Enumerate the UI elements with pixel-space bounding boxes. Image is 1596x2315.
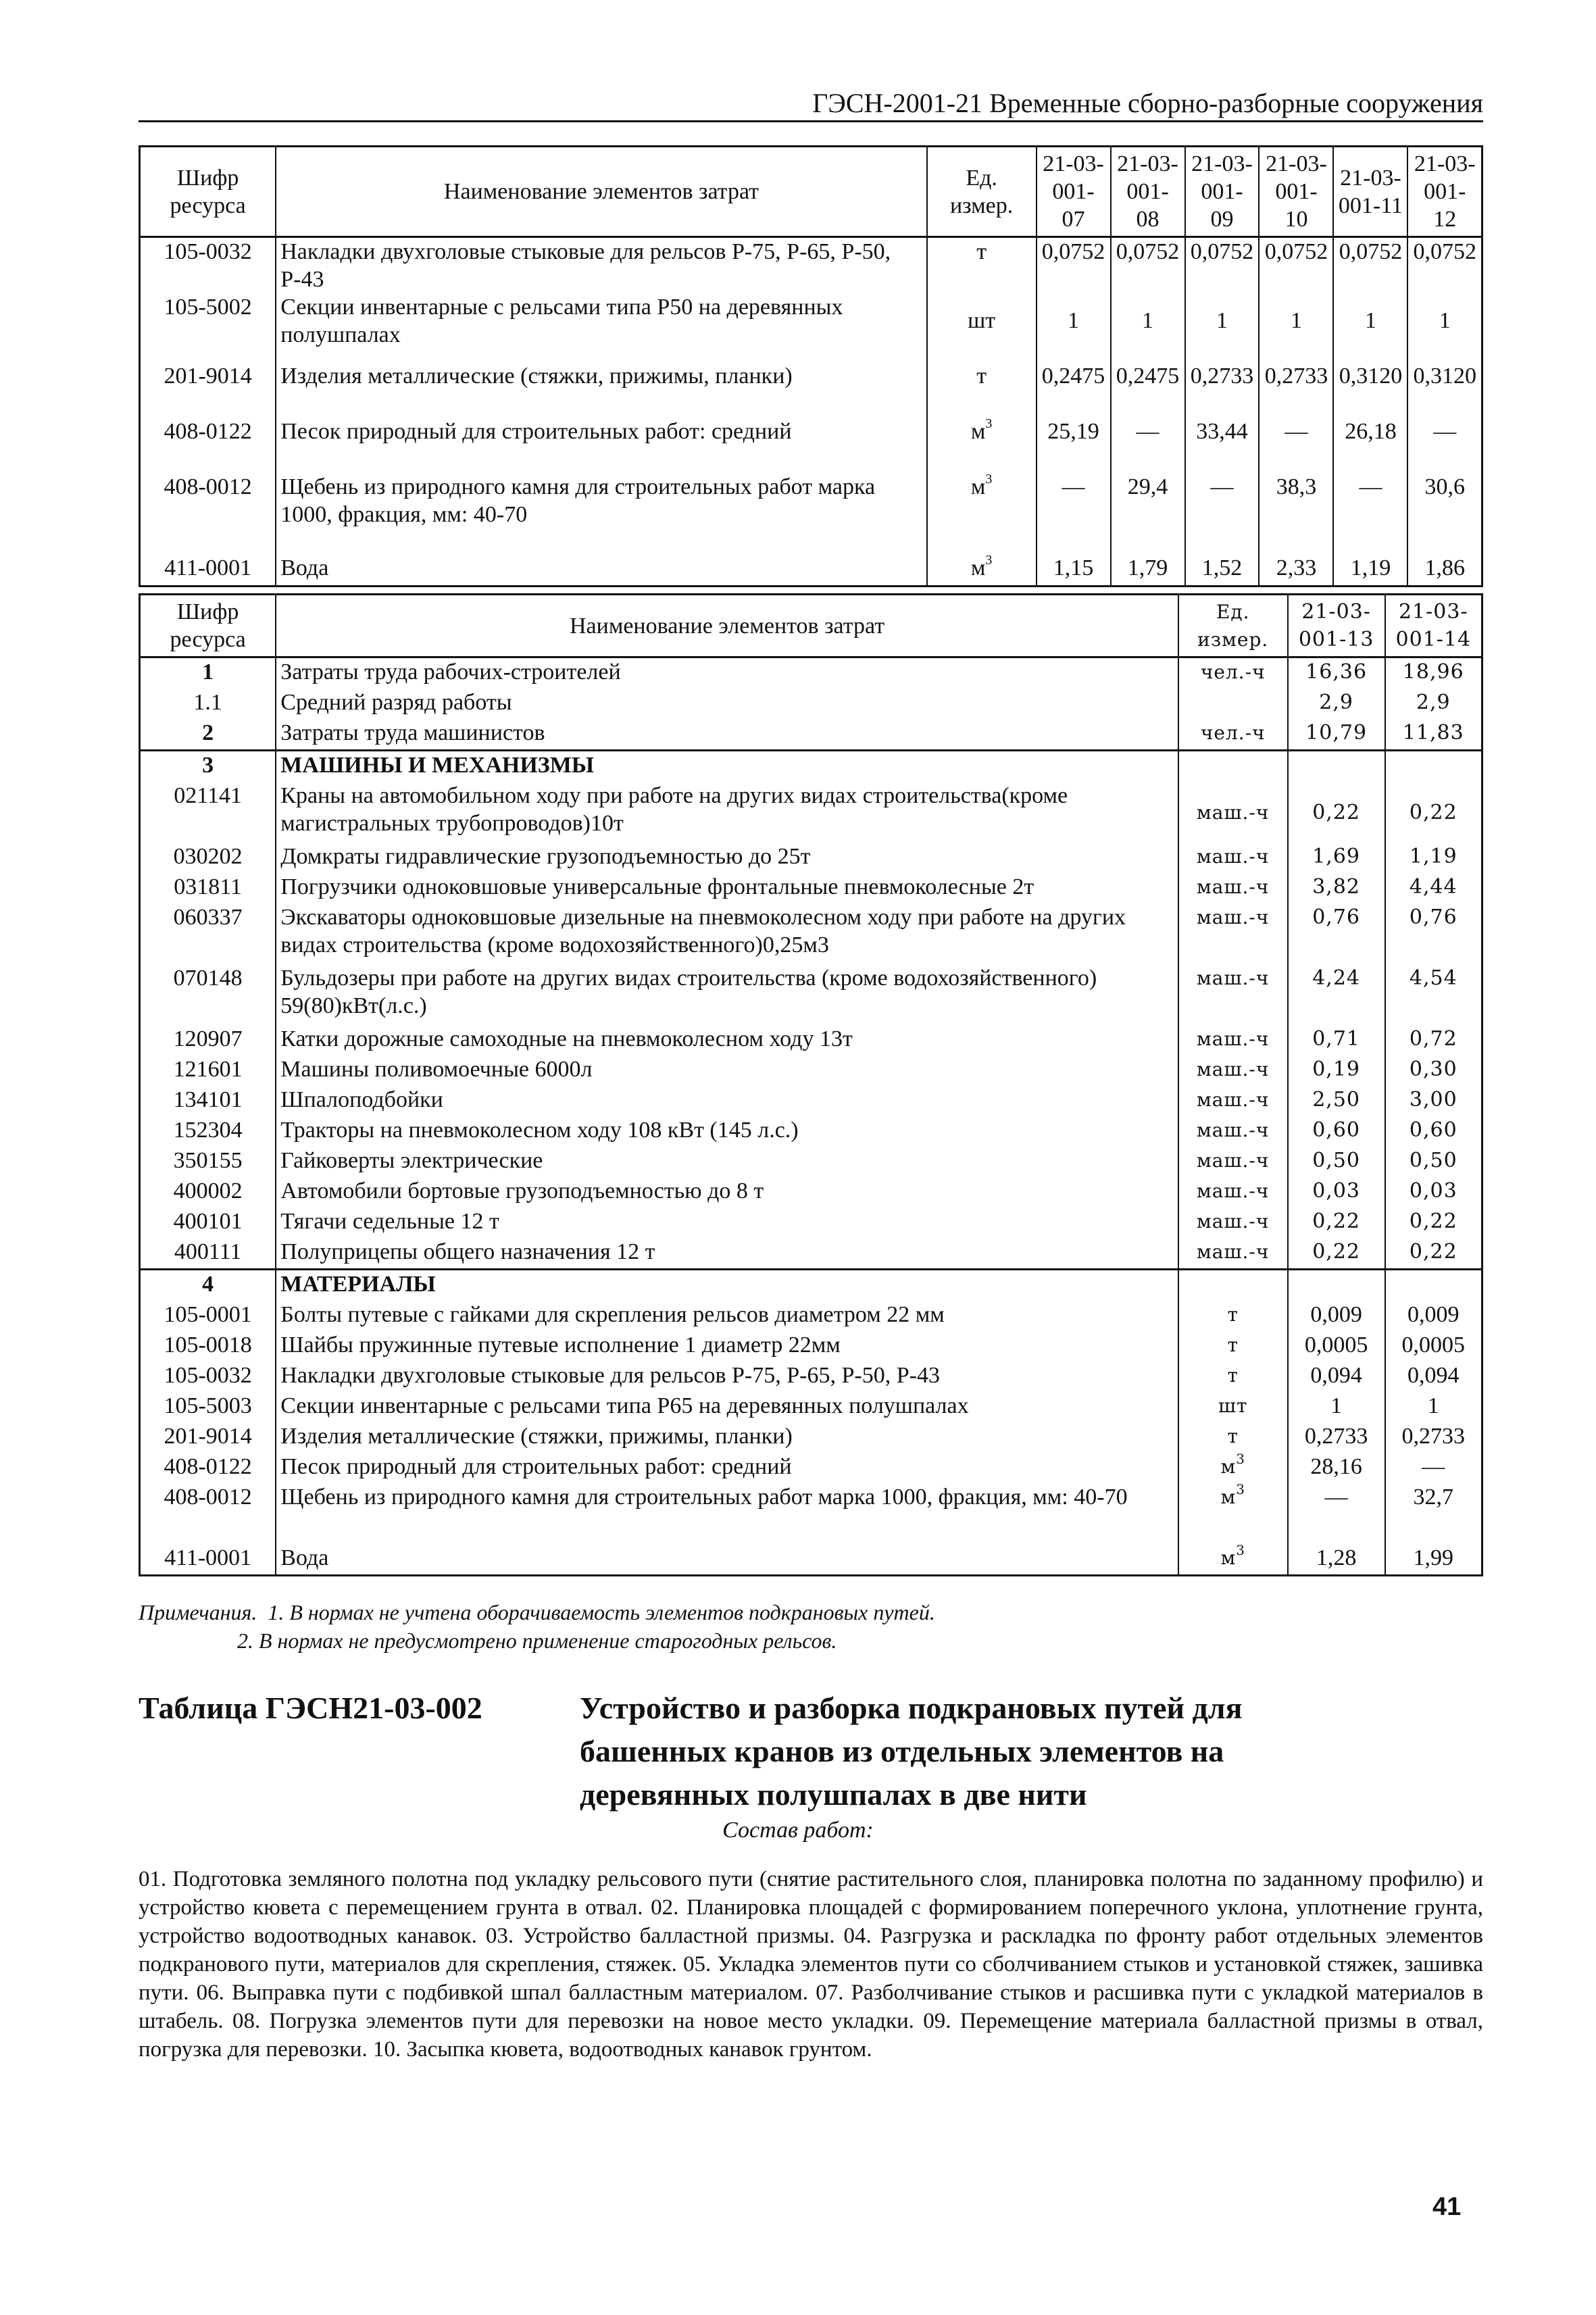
value-cell: 0,50 <box>1288 1147 1385 1177</box>
value-cell: 2,9 <box>1288 689 1385 719</box>
value-cell: 0,009 <box>1385 1301 1482 1331</box>
unit: маш.-ч <box>1178 782 1288 843</box>
value-cell: 0,22 <box>1385 782 1482 843</box>
table-row <box>140 1362 1482 1392</box>
value-cell: 11,83 <box>1385 719 1482 751</box>
value-cell: 0,60 <box>1385 1116 1482 1147</box>
table-row <box>140 1025 1482 1055</box>
value-cell: 1,86 <box>1407 554 1482 587</box>
value-cell: 32,7 <box>1385 1483 1482 1544</box>
value-cell: 1 <box>1288 1392 1385 1422</box>
value-cell: 0,0752 <box>1333 237 1407 294</box>
resource-name: Полуприцепы общего назначения 12 т <box>276 1238 1178 1270</box>
resource-code: 030202 <box>140 843 276 873</box>
value-cell: 4,44 <box>1385 873 1482 903</box>
resource-code: 121601 <box>140 1055 276 1086</box>
resource-name: Затраты труда рабочих-строителей <box>276 657 1178 689</box>
table-row <box>140 362 1482 418</box>
value-cell: 0,094 <box>1385 1362 1482 1392</box>
value-cell: 2,9 <box>1385 689 1482 719</box>
unit: маш.-ч <box>1178 843 1288 873</box>
resource-code: 031811 <box>140 873 276 903</box>
value-cell: 0,094 <box>1288 1362 1385 1392</box>
resource-name: Затраты труда машинистов <box>276 719 1178 751</box>
resource-table-001-13-14 <box>139 593 1483 1576</box>
table-row <box>140 843 1482 873</box>
value-cell: 0,22 <box>1288 782 1385 843</box>
resource-code: 411-0001 <box>140 554 276 587</box>
unit: шт <box>927 293 1037 362</box>
table-row <box>140 1086 1482 1116</box>
resource-code: 400002 <box>140 1177 276 1208</box>
header-col: 21-03-001-09 <box>1185 147 1260 237</box>
value-cell: 0,22 <box>1288 1238 1385 1270</box>
unit: маш.-ч <box>1178 1177 1288 1208</box>
value-cell: 2,50 <box>1288 1086 1385 1116</box>
table-row <box>140 418 1482 473</box>
header-unit: Ед. измер. <box>927 147 1037 237</box>
unit: $м^3$ <box>927 473 1037 554</box>
resource-name: Секции инвентарные с рельсами типа Р65 на деревянных полушпалах <box>276 1392 1178 1422</box>
value-cell: 10,79 <box>1288 719 1385 751</box>
section-row-machines <box>140 751 1482 782</box>
resource-code: 120907 <box>140 1025 276 1055</box>
value-cell: 29,4 <box>1111 473 1185 554</box>
resource-name: Средний разряд работы <box>276 689 1178 719</box>
value-cell: 1 <box>1385 1392 1482 1422</box>
table-row <box>140 903 1482 964</box>
resource-code: 105-0018 <box>140 1331 276 1362</box>
note-item: 1. В нормах не учтена оборачиваемость элементов подкрановых путей. <box>268 1600 935 1624</box>
value-cell: — <box>1037 473 1111 554</box>
value-cell: 0,2475 <box>1111 362 1185 418</box>
note-item: 2. В нормах не предусмотрено применение старогодных рельсов. <box>237 1628 837 1653</box>
value-cell: 0,76 <box>1385 903 1482 964</box>
table-header-row <box>140 595 1482 657</box>
value-cell: — <box>1385 1453 1482 1483</box>
resource-code: 105-0032 <box>140 1362 276 1392</box>
resource-name: Песок природный для строительных работ: средний <box>276 1453 1178 1483</box>
resource-code: 408-0012 <box>140 473 276 554</box>
unit: $м^3$ <box>1178 1544 1288 1576</box>
value-cell: 0,22 <box>1385 1208 1482 1238</box>
unit: т <box>1178 1362 1288 1392</box>
unit: маш.-ч <box>1178 964 1288 1025</box>
resource-code: 408-0122 <box>140 1453 276 1483</box>
resource-name: Щебень из природного камня для строительных работ марка 1000, фракция, мм: 40-70 <box>276 1483 1178 1544</box>
unit <box>1178 689 1288 719</box>
resource-code: 105-5003 <box>140 1392 276 1422</box>
resource-name: Экскаваторы одноковшовые дизельные на пневмоколесном ходу при работе на других видах строительства (кроме водохозяйственного)0,25м3 <box>276 903 1178 964</box>
unit: $м^3$ <box>1178 1453 1288 1483</box>
composition-text: 01. Подготовка земляного полотна под укладку рельсового пути (снятие растительного слоя, планировка полотна по заданному профилю) и устройство кювета с перемещением грунта в отвал. 02. Планировка площадей с формированием поперечного уклона, уплотнение грунта, устройство водоотводных канавок. 03. Устройство балластной призмы. 04. Разгрузка и раскладка по фронту работ отдельных элементов подкранового пути, материалов для скрепления, стяжек. 05. Укладка элементов пути со сболчиванием стыков и установкой стяжек, зашивка пути. 06. Выправка пути с подбивкой шпал балластным материалом. 07. Разболчивание стыков и расшивка пути с укладкой материалов в штабель. 08. Погрузка элементов пути для перевозки на новое место укладки. 09. Перемещение материала балластной призмы в отвал, погрузка для перевозки. 10. Засыпка кювета, водоотводных канавок грунтом. <box>139 1867 1483 2062</box>
table-row <box>140 1208 1482 1238</box>
table-row <box>140 657 1482 689</box>
section-row-materials <box>140 1270 1482 1301</box>
unit: т <box>1178 1301 1288 1331</box>
value-cell: 3,82 <box>1288 873 1385 903</box>
value-cell: 1 <box>1111 293 1185 362</box>
resource-name: Секции инвентарные с рельсами типа Р50 на деревянных полушпалах <box>276 293 926 362</box>
table-header-row <box>140 147 1482 237</box>
value-cell: 28,16 <box>1288 1453 1385 1483</box>
unit: $м^3$ <box>927 554 1037 587</box>
resource-code: 400101 <box>140 1208 276 1238</box>
table-row <box>140 689 1482 719</box>
resource-name: Болты путевые с гайками для скрепления рельсов диаметром 22 мм <box>276 1301 1178 1331</box>
table-row <box>140 1422 1482 1453</box>
value-cell: 1,19 <box>1385 843 1482 873</box>
value-cell: 1,69 <box>1288 843 1385 873</box>
value-cell: 1 <box>1185 293 1260 362</box>
header-name: Наименование элементов затрат <box>276 147 926 237</box>
notes-block <box>139 1598 935 1655</box>
value-cell: 0,0752 <box>1185 237 1260 294</box>
resource-code: 408-0012 <box>140 1483 276 1544</box>
section-code: 4 <box>140 1270 276 1301</box>
resource-name: Изделия металлические (стяжки, прижимы, планки) <box>276 1422 1178 1453</box>
table-row <box>140 1147 1482 1177</box>
header-code: Шифр ресурса <box>140 595 276 657</box>
notes-label: Примечания. <box>139 1600 257 1624</box>
value-cell: 25,19 <box>1037 418 1111 473</box>
value-cell: 0,03 <box>1385 1177 1482 1208</box>
unit: маш.-ч <box>1178 1208 1288 1238</box>
resource-code: 408-0122 <box>140 418 276 473</box>
resource-code: 152304 <box>140 1116 276 1147</box>
running-header: ГЭСН-2001-21 Временные сборно-разборные сооружения <box>812 88 1483 118</box>
value-cell: 0,009 <box>1288 1301 1385 1331</box>
value-cell: 0,0005 <box>1288 1331 1385 1362</box>
value-cell: 1 <box>1259 293 1333 362</box>
value-cell: 0,3120 <box>1333 362 1407 418</box>
value-cell: — <box>1259 418 1333 473</box>
value-cell: 0,72 <box>1385 1025 1482 1055</box>
value-cell: 0,2733 <box>1385 1422 1482 1453</box>
unit: маш.-ч <box>1178 1147 1288 1177</box>
header-col: 21-03-001-12 <box>1407 147 1482 237</box>
header-col: 21-03-001-07 <box>1037 147 1111 237</box>
unit: т <box>1178 1331 1288 1362</box>
table-row <box>140 237 1482 294</box>
table-row <box>140 1453 1482 1483</box>
unit: шт <box>1178 1392 1288 1422</box>
value-cell: 0,30 <box>1385 1055 1482 1086</box>
resource-code: 134101 <box>140 1086 276 1116</box>
resource-code: 411-0001 <box>140 1544 276 1576</box>
table-row <box>140 1116 1482 1147</box>
value-cell: 0,2475 <box>1037 362 1111 418</box>
section-title: МАТЕРИАЛЫ <box>276 1270 1178 1301</box>
resource-name: Погрузчики одноковшовые универсальные фронтальные пневмоколесные 2т <box>276 873 1178 903</box>
table-row <box>140 554 1482 587</box>
table-code-heading: Таблица ГЭСН21-03-002 <box>139 1691 482 1725</box>
header-rule <box>139 120 1483 122</box>
value-cell: 2,33 <box>1259 554 1333 587</box>
value-cell: 33,44 <box>1185 418 1260 473</box>
table-title-heading: Устройство и разборка подкрановых путей для башенных кранов из отдельных элементов на деревянных полушпалах в две нити <box>580 1691 1243 1812</box>
value-cell: 0,2733 <box>1259 362 1333 418</box>
table-row <box>140 293 1482 362</box>
unit: маш.-ч <box>1178 1116 1288 1147</box>
resource-name: Автомобили бортовые грузоподъемностью до 8 т <box>276 1177 1178 1208</box>
resource-code: 201-9014 <box>140 362 276 418</box>
table-row <box>140 1544 1482 1576</box>
value-cell: 0,0752 <box>1259 237 1333 294</box>
value-cell: 0,19 <box>1288 1055 1385 1086</box>
unit: маш.-ч <box>1178 1025 1288 1055</box>
resource-name: Катки дорожные самоходные на пневмоколесном ходу 13т <box>276 1025 1178 1055</box>
value-cell: — <box>1288 1483 1385 1544</box>
resource-name: Песок природный для строительных работ: средний <box>276 418 926 473</box>
section-code: 3 <box>140 751 276 782</box>
value-cell: 0,0752 <box>1037 237 1111 294</box>
value-cell: 1 <box>1333 293 1407 362</box>
resource-name: Вода <box>276 554 926 587</box>
unit: т <box>1178 1422 1288 1453</box>
section-title: МАШИНЫ И МЕХАНИЗМЫ <box>276 751 1178 782</box>
resource-name: Шпалоподбойки <box>276 1086 1178 1116</box>
value-cell: 0,2733 <box>1288 1422 1385 1453</box>
unit: чел.-ч <box>1178 657 1288 689</box>
value-cell: 0,22 <box>1385 1238 1482 1270</box>
table-row <box>140 1331 1482 1362</box>
table-row <box>140 1238 1482 1270</box>
unit: $м^3$ <box>1178 1483 1288 1544</box>
value-cell: 38,3 <box>1259 473 1333 554</box>
unit: чел.-ч <box>1178 719 1288 751</box>
resource-code: 021141 <box>140 782 276 843</box>
resource-name: Машины поливомоечные 6000л <box>276 1055 1178 1086</box>
value-cell: 1,52 <box>1185 554 1260 587</box>
value-cell: — <box>1111 418 1185 473</box>
table-row <box>140 873 1482 903</box>
value-cell: 0,71 <box>1288 1025 1385 1055</box>
resource-code: 060337 <box>140 903 276 964</box>
resource-code: 350155 <box>140 1147 276 1177</box>
unit: маш.-ч <box>1178 1055 1288 1086</box>
value-cell: 0,60 <box>1288 1116 1385 1147</box>
resource-name: Изделия металлические (стяжки, прижимы, планки) <box>276 362 926 418</box>
value-cell: 0,3120 <box>1407 362 1482 418</box>
table-row <box>140 1177 1482 1208</box>
header-col: 21-03-001-08 <box>1111 147 1185 237</box>
table-row <box>140 1055 1482 1086</box>
note-line <box>139 1598 935 1626</box>
value-cell: 30,6 <box>1407 473 1482 554</box>
unit: маш.-ч <box>1178 873 1288 903</box>
header-col: 21-03-001-11 <box>1333 147 1407 237</box>
resource-code: 105-0032 <box>140 237 276 294</box>
header-col: 21-03-001-13 <box>1288 595 1385 657</box>
value-cell: 1,79 <box>1111 554 1185 587</box>
table-row <box>140 719 1482 751</box>
resource-name: Щебень из природного камня для строительных работ марка 1000, фракция, мм: 40-70 <box>276 473 926 554</box>
resource-code: 070148 <box>140 964 276 1025</box>
unit: т <box>927 237 1037 294</box>
resource-code: 1.1 <box>140 689 276 719</box>
value-cell: 1 <box>1037 293 1111 362</box>
value-cell: 0,0752 <box>1111 237 1185 294</box>
table-row <box>140 1392 1482 1422</box>
value-cell: 1,15 <box>1037 554 1111 587</box>
resource-table-001-07-12 <box>139 145 1483 587</box>
header-col: 21-03-001-10 <box>1259 147 1333 237</box>
resource-code: 2 <box>140 719 276 751</box>
resource-name: Шайбы пружинные путевые исполнение 1 диаметр 22мм <box>276 1331 1178 1362</box>
value-cell: 1,28 <box>1288 1544 1385 1576</box>
resource-code: 105-0001 <box>140 1301 276 1331</box>
value-cell: 1 <box>1407 293 1482 362</box>
value-cell: 3,00 <box>1385 1086 1482 1116</box>
page-number: 41 <box>1432 2193 1462 2221</box>
resource-name: Тракторы на пневмоколесном ходу 108 кВт (145 л.с.) <box>276 1116 1178 1147</box>
value-cell: 26,18 <box>1333 418 1407 473</box>
value-cell: 0,03 <box>1288 1177 1385 1208</box>
value-cell: 18,96 <box>1385 657 1482 689</box>
resource-name: Гайковерты электрические <box>276 1147 1178 1177</box>
table-row <box>140 782 1482 843</box>
value-cell: 1,99 <box>1385 1544 1482 1576</box>
unit: т <box>927 362 1037 418</box>
header-col: 21-03-001-14 <box>1385 595 1482 657</box>
value-cell: 16,36 <box>1288 657 1385 689</box>
value-cell: 4,24 <box>1288 964 1385 1025</box>
value-cell: — <box>1333 473 1407 554</box>
value-cell: — <box>1407 418 1482 473</box>
value-cell: 4,54 <box>1385 964 1482 1025</box>
unit: $м^3$ <box>927 418 1037 473</box>
value-cell: 0,50 <box>1385 1147 1482 1177</box>
resource-name: Тягачи седельные 12 т <box>276 1208 1178 1238</box>
composition-label: Состав работ: <box>722 1818 874 1843</box>
value-cell: 0,0005 <box>1385 1331 1482 1362</box>
value-cell: 0,76 <box>1288 903 1385 964</box>
resource-name: Краны на автомобильном ходу при работе на других видах строительства(кроме магистральных трубопроводов)10т <box>276 782 1178 843</box>
table-row <box>140 1301 1482 1331</box>
header-unit: Ед. измер. <box>1178 595 1288 657</box>
table-row <box>140 473 1482 554</box>
resource-code: 400111 <box>140 1238 276 1270</box>
resource-code: 105-5002 <box>140 293 276 362</box>
resource-name: Накладки двухголовые стыковые для рельсов Р-75, Р-65, Р-50, Р-43 <box>276 1362 1178 1392</box>
resource-name: Бульдозеры при работе на других видах строительства (кроме водохозяйственного) 59(80)кВт(л.с.) <box>276 964 1178 1025</box>
resource-name: Накладки двухголовые стыковые для рельсов Р-75, Р-65, Р-50, Р-43 <box>276 237 926 294</box>
value-cell: 1,19 <box>1333 554 1407 587</box>
unit: маш.-ч <box>1178 1086 1288 1116</box>
resource-name: Домкраты гидравлические грузоподъемностью до 25т <box>276 843 1178 873</box>
header-code: Шифр ресурса <box>140 147 276 237</box>
unit: маш.-ч <box>1178 903 1288 964</box>
table-row <box>140 1483 1482 1544</box>
resource-name: Вода <box>276 1544 1178 1576</box>
resource-code: 201-9014 <box>140 1422 276 1453</box>
header-name: Наименование элементов затрат <box>276 595 1178 657</box>
value-cell: 0,0752 <box>1407 237 1482 294</box>
resource-code: 1 <box>140 657 276 689</box>
unit: маш.-ч <box>1178 1238 1288 1270</box>
value-cell: — <box>1185 473 1260 554</box>
value-cell: 0,22 <box>1288 1208 1385 1238</box>
table-row <box>140 964 1482 1025</box>
value-cell: 0,2733 <box>1185 362 1260 418</box>
